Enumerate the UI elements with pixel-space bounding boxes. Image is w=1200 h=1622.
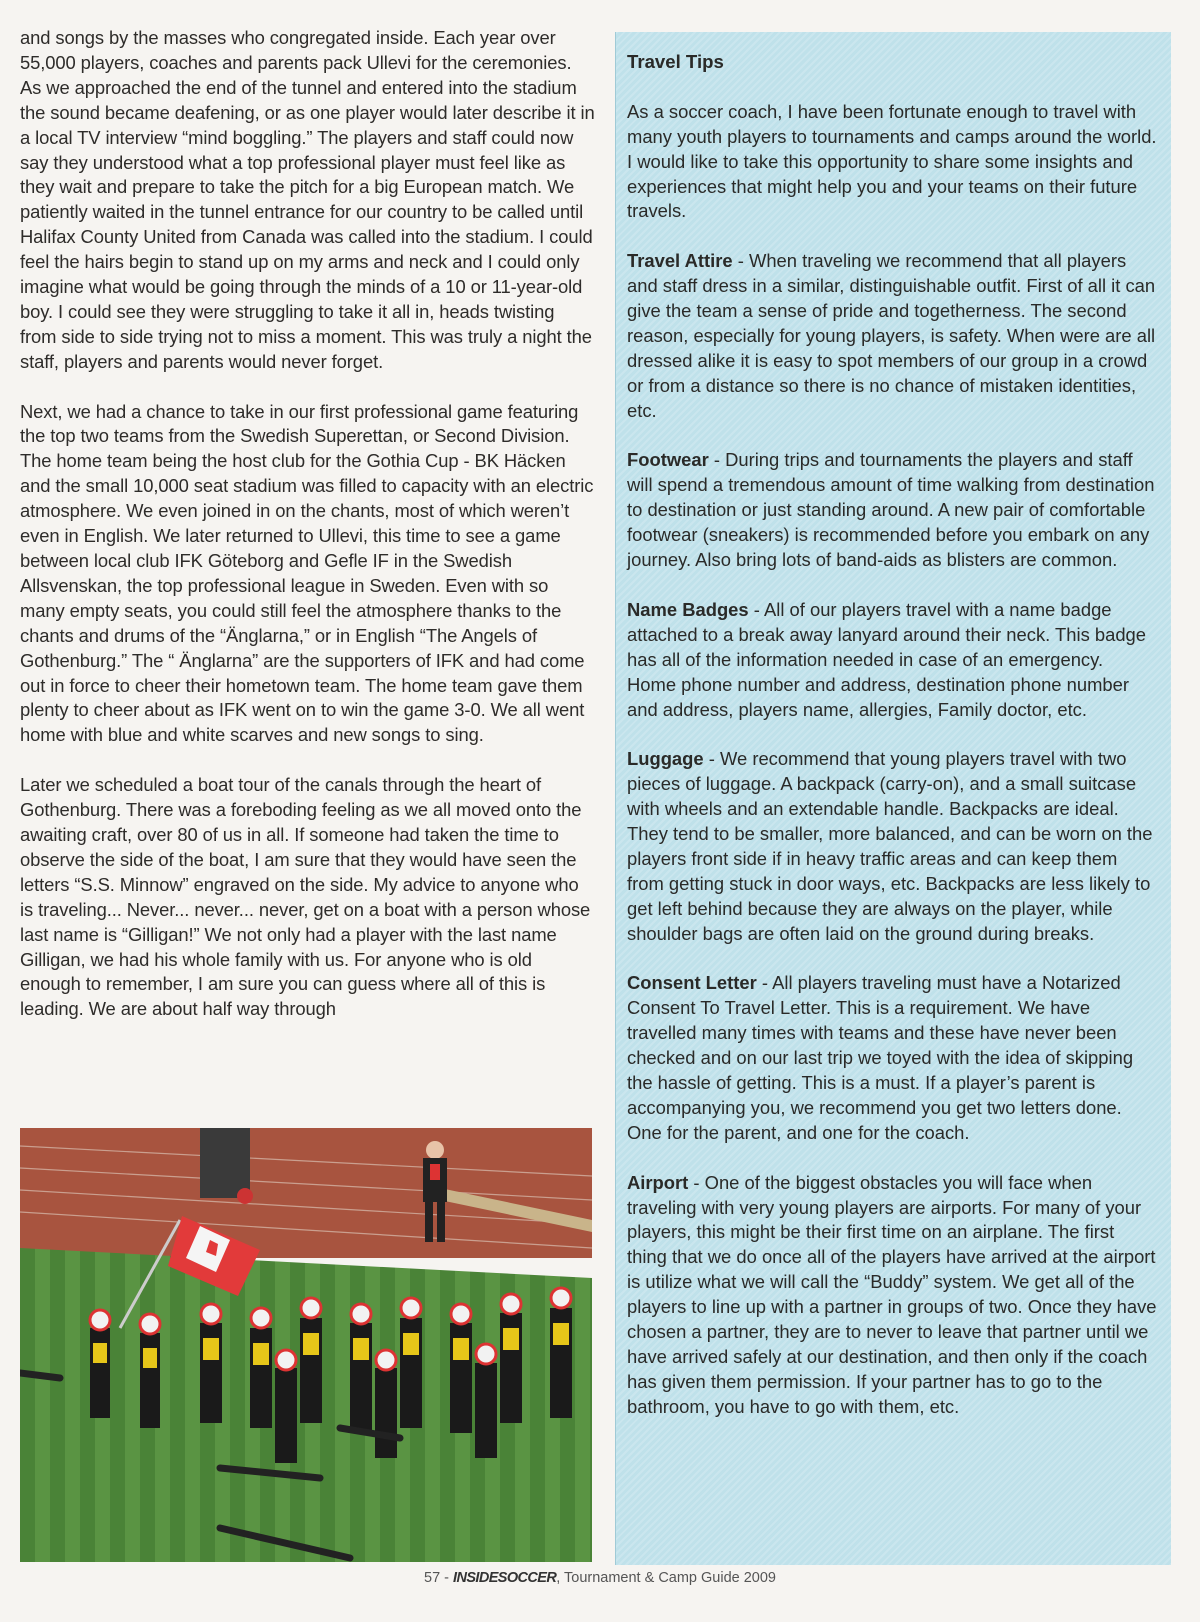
tip-title: Footwear [627,449,709,471]
stadium-parade-photo [20,1128,592,1562]
article-paragraph-1-continued: they wait and prepare to take the pitch for a big European match. We patiently waited in the tunnel entrance for our country to be called until Halifax County United from Canada was called into the stadium. I could feel the hairs begin to stand up on my arms and neck and I could only imagine what would be going through the minds of a 10 or 11-year-old boy. I could see they were struggling to take it all in, heads twisting from side to side trying not to miss a moment. This was truly a night the staff, players and parents would never forget. [20,176,593,372]
stadium-parade-illustration [20,1128,592,1562]
tip-title: Travel Attire [627,250,733,272]
equipment [200,1128,250,1198]
article-paragraph-2: Next, we had a chance to take in our first professional game featuring the top two teams from the Swedish Superettan, or Second Division. The home team being the host club for the Gothia Cup - BK Häcken and the small 10,000 seat stadium was filled to capacity with an electric atmosphere. We even joined in on the chants, most of which weren’t even in English. We later returned to Ullevi, this time to see a game between local club IFK Göteborg and Gefle IF in the Swedish Allsvenskan, the top professional league in Sweden. Even with so many empty seats, you could still feel the atmosphere thanks to the chants and drums of the “Änglarna,” or in English “The Angels of Gothenburg.” The “ Änglarna” are the supporters of IFK and had come out in force to cheer their hometown team. The home team gave them plenty to cheer about as IFK went on to win the game 3-0. We all went home with blue and white scarves and new songs to sing. [20,400,594,746]
tip-body: - All players traveling must have a Notarized Consent To Travel Letter. This is a requirement. We have travelled many times with teams and these have never been checked and on our last trip we toyed with the idea of skipping the hassle of getting. This is a must. If a player’s parent is accompanying you, we recommend you get two letters done. One for the parent, and one for the coach. [627,972,1134,1143]
tip-body: - All of our players travel with a name badge attached to a break away lanyard around their neck. This badge has all of the information needed in case of an emergency. Home phone number and address, destination phone number and address, players name, allergies, Family doctor, etc. [627,598,1147,720]
page-number: 57 - [424,1570,449,1586]
tip-body: - One of the biggest obstacles you will face when traveling with very young players are airports. For many of your players, this might be their first time on an airplane. The first thing that we do once all of the players have arrived at the airport is utilize what we will call the “Buddy” system. We get all of the players to line up with a partner in groups of two. Once they have chosen a partner, they are to never to leave that partner until we have arrived safely at our destination, and then only if the coach has given them permission. If your partner has to go to the bathroom, you have to go with them, etc. [627,1171,1157,1417]
tip-name-badges [627,598,1157,723]
article-left-column [20,26,595,1047]
page-footer [0,1570,1200,1586]
tip-body: - When traveling we recommend that all players and staff dress in a similar, distinguishable outfit. First of all it can give the team a sense of pride and togetherness. The second reason, especially for young players, is safety. When were are all dressed alike it is easy to spot members of our group in a crowd or from a distance so there is no chance of mistaken identities, etc. [627,250,1156,421]
article-paragraph-1: and songs by the masses who congregated inside. Each year over 55,000 players, coaches and parents pack Ullevi for the ceremonies. As we approached the end of the tunnel and entered into the stadium the sound became deafening, or as one player would later describe it in a local TV interview “mind boggling.” The players and staff could now say they understood what a top professional player must feel like as [20,27,595,173]
tip-title: Luggage [627,748,704,770]
magazine-brand: INSIDESOCCER [453,1570,557,1586]
fire-extinguisher [237,1188,253,1204]
tip-body: - We recommend that young players travel with two pieces of luggage. A backpack (carry-on), and a small suitcase with wheels and an extendable handle. Backpacks are ideal. They tend to be smaller, more balanced, and can be worn on the players front side if in heavy traffic areas and can keep them from getting stuck in door ways, etc. Backpacks are less likely to get left behind because they are always on the player, while shoulder bags are often laid on the ground during breaks. [627,748,1153,944]
tip-luggage [627,747,1157,946]
travel-tips-content [627,50,1157,1445]
travel-tips-sidebar [615,32,1171,1565]
tip-travel-attire [627,249,1157,423]
tip-consent-letter [627,971,1157,1145]
tip-airport [627,1171,1157,1420]
tip-title: Name Badges [627,598,749,620]
tip-body: - During trips and tournaments the players and staff will spend a tremendous amount of time walking from destination to destination or just standing around. A new pair of comfortable footwear (sneakers) is recommended before you embark on any journey. Also bring lots of band-aids as blisters are common. [627,449,1155,571]
tip-title: Consent Letter [627,972,757,994]
sidebar-intro: As a soccer coach, I have been fortunate enough to travel with many youth players to tournaments and camps around the world. I would like to take this opportunity to share some insights and experiences that might help you and your teams on their future travels. [627,100,1157,222]
article-paragraph-3: Later we scheduled a boat tour of the canals through the heart of Gothenburg. There was a foreboding feeling as we all moved onto the awaiting craft, over 80 of us in all. If someone had taken the time to observe the side of the boat, I am sure that they would have seen the letters “S.S. Minnow” engraved on the side. My advice to anyone who is traveling... Never... never... never, get on a boat with a person whose last name is “Gilligan!” We not only had a player with the last name Gilligan, we had his whole family with us. For anyone who is old enough to remember, I am sure you can guess where all of this is leading. We are about half way through [20,774,591,1020]
running-track [20,1128,592,1258]
tip-footwear [627,448,1157,573]
sidebar-title: Travel Tips [627,51,724,72]
tip-title: Airport [627,1171,689,1193]
guide-title: , Tournament & Camp Guide 2009 [556,1570,776,1586]
